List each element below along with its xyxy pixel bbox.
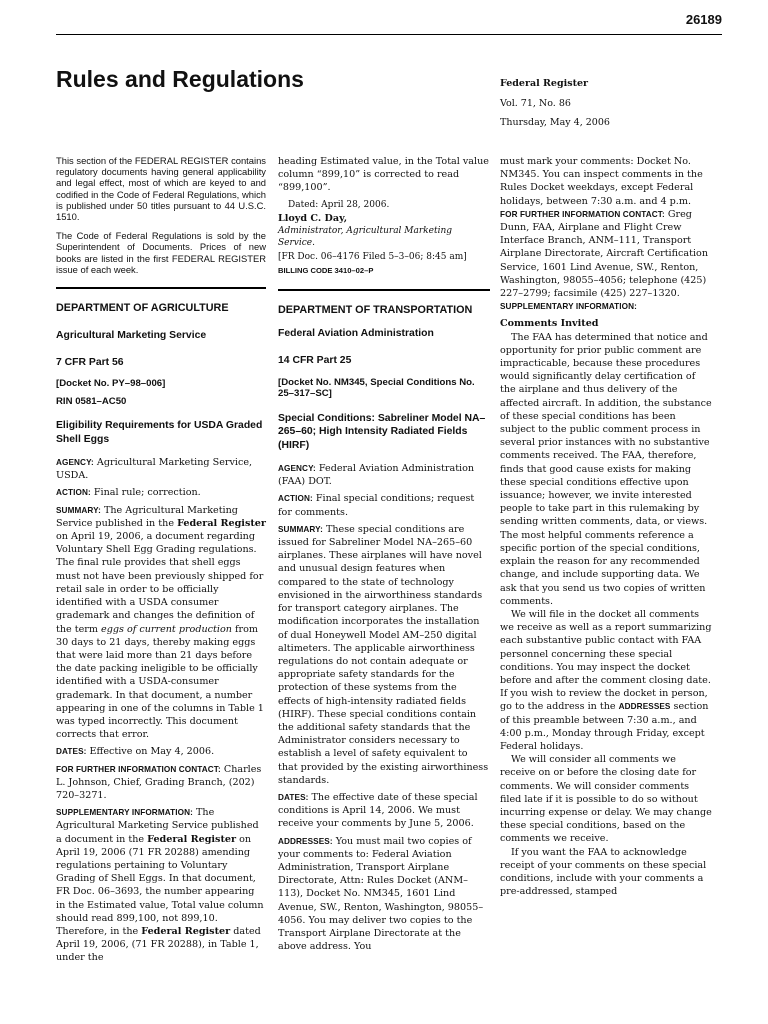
dot-paragraph-1: The FAA has determined that notice and opportunity for prior public comment are impracticable, because these procedures would significantly delay certification of the airplane and thus delivery of the affected aircraft. In addition, the substance of these special conditions has been subject to the public comment process in several prior instances with no substantive comments received. The FAA, therefore, finds that good cause exists for making these special conditions effective upon issuance; however, we invite interested people to take part in this rulemaking by sending written comments, data, or views. The most helpful comments reference a specific portion of the special conditions, explain the reason for any recommended change, and include supporting data. We ask that you send us two copies of written comments. [500,331,712,607]
fr-doc-line: [FR Doc. 06–4176 Filed 5–3–06; 8:45 am] [278,252,467,263]
volume-number: Vol. 71, No. 86 [500,97,571,109]
billing-code: BILLING CODE 3410–02–P [278,266,374,276]
supplementary-text: The Agricultural Marketing Service published a document in the [56,807,259,845]
top-rule [56,34,722,35]
summary-text: These special conditions are issued for Sabreliner Model NA–265–60 airplanes. These airplanes will have novel and unusual design features when compared to the state of technology envisioned in the airworthiness standards for transport category airplanes. The modification incorporates the installation of dual Honeywell Model AM–250 digital altimeters. The applicable airworthiness regulations do not contain adequate or appropriate safety standards for the protection of these systems from the effects of high-intensity radiated fields (HIRF). These special conditions contain the additional safety standards that the Administrator considers necessary to establish a level of safety equivalent to that provided by the existing airworthiness standards. [278,523,489,786]
issue-date: Thursday, May 4, 2006 [500,117,610,128]
summary-text: from 30 days to 21 days, thereby making eggs that were laid more than 21 days before the date packing ineligible to be officially identified with a USDA-consumer grademark. In that document, a number appearing in one of the columns in Table 1 was typed incorrectly. This document corrects that error. [56,623,264,741]
usda-department-heading: DEPARTMENT OF AGRICULTURE [56,302,229,315]
usda-supplementary-continued: heading Estimated value, in the Total value column “899,10” is corrected to read “899,100”. [278,156,489,194]
usda-dates-block [56,745,266,758]
defined-term: eggs of current production [101,623,232,635]
intro-paragraph-2: The Code of Federal Regulations is sold by the Superintendent of Documents. Prices of new books are listed in the first FEDERAL REGISTER issue of each week. [56,230,266,275]
contact-text: Greg Dunn, FAA, Airplane and Flight Crew Interface Branch, ANM–111, Transport Airplane Directorate, Aircraft Certification Service, 1601 Lind Avenue, SW., Renton, Washington, 98055–4056; telephone (425) 227–2799; facsimile (425) 227–1320. [500,208,708,300]
usda-docket-number: [Docket No. PY–98–006] [56,377,166,389]
usda-agency-heading: Agricultural Marketing Service [56,330,207,342]
paragraph-text: section of this preamble between 7:30 a.m., and 4:00 p.m., Monday through Friday, except Federal holidays. [500,701,709,752]
summary-text: on April 19, 2006, a document regarding Voluntary Shell Egg Grading regulations. The final rule provides that shell eggs must not have been previously shipped for retail sale in order to be officially identified with a USDA consumer grademark and changes the definition of the term [56,531,264,635]
supplementary-text: on April 19, 2006 (71 FR 20288) amending regulations pertaining to Voluntary Grading of Shell Eggs. In that document, FR Doc. 06–3693, the number appearing in the Estimated value, Total value column should read 899,100, not 899,10. Therefore, in the [56,833,264,937]
section-title: Rules and Regulations [56,66,304,92]
publication-name: Federal Register [500,78,589,89]
action-text: Final rule; correction. [90,487,201,499]
dot-agency-block [278,462,490,488]
summary-label: SUMMARY: [278,524,323,534]
usda-rin: RIN 0581–AC50 [56,396,127,408]
register-header [500,74,610,133]
dates-label: DATES: [56,747,87,757]
dot-addresses-continued: must mark your comments: Docket No. NM345. You can inspect comments in the Rules Docket weekdays, except Federal holidays, between 7:30 a.m. and 4 p.m. [500,156,703,207]
agency-label: AGENCY: [56,458,94,468]
usda-agency-block [56,456,266,482]
section-intro [56,155,266,275]
dates-text: Effective on May 4, 2006. [86,746,215,758]
dot-paragraph-4: If you want the FAA to acknowledge receipt of your comments on these special conditions, include with your comments a pre-addressed, stamped [500,846,707,898]
supplementary-label: SUPPLEMENTARY INFORMATION: [56,808,193,818]
paragraph-text: We will file in the docket all comments we receive as well as a report summarizing each substantive public contact with FAA personnel concerning these special conditions. You may inspect the docket before and after the comment closing date. If you wish to review the docket in person, go to the address in the [500,608,712,713]
column-2 [278,155,490,953]
dot-supplementary-label-line [500,300,712,313]
dot-paragraph-3: We will consider all comments we receive on or before the closing date for comments. We will consider comments filed late if it is possible to do so without incurring expense or delay. We may change these special conditions, based on the comments we receive. [500,754,712,845]
usda-summary-block [56,504,266,742]
signer-name: Lloyd C. Day, [278,212,348,224]
dot-dates-block [278,791,490,831]
addresses-ref: ADDRESSES [618,702,671,712]
federal-register-ref: Federal Register [177,517,266,529]
usda-action-block [56,486,266,499]
dot-cfr-part: 14 CFR Part 25 [278,354,352,366]
column-3 [500,155,712,898]
dates-text: The effective date of these special conditions is April 14, 2006. We must receive your comments by June 5, 2006. [278,791,478,830]
dot-addresses-block [278,835,490,954]
dot-subject-heading: Special Conditions: Sabreliner Model NA–265–60; High Intensity Radiated Fields (HIRF) [278,412,486,451]
summary-label: SUMMARY: [56,505,101,515]
dot-agency-heading: Federal Aviation Administration [278,327,434,339]
dot-action-block [278,492,490,518]
page-number: 26189 [685,12,722,27]
agency-text: Agricultural Marketing Service, USDA. [56,457,253,482]
contact-label: FOR FURTHER INFORMATION CONTACT: [56,764,221,774]
usda-supplementary-block [56,806,266,964]
signer-title: Administrator, Agricultural Marketing Service. [278,226,453,249]
supplementary-label: SUPPLEMENTARY INFORMATION: [500,302,637,312]
intro-paragraph-1: This section of the FEDERAL REGISTER contains regulatory documents having general applicability and legal effect, most of which are keyed to and codified in the Code of Federal Regulations, which is published under 50 titles pursuant to 44 U.S.C. 1510. [56,155,266,223]
dot-summary-block [278,523,490,787]
contact-text: Charles L. Johnson, Chief, Grading Branch, (202) 720–3271. [56,763,262,801]
agency-text: Federal Aviation Administration (FAA) DOT. [278,463,475,488]
section-divider [278,289,490,291]
addresses-label: ADDRESSES: [278,836,333,846]
section-divider [56,287,266,289]
action-label: ACTION: [278,494,313,504]
summary-text: The Agricultural Marketing Service published in the [56,504,238,529]
dot-department-heading: DEPARTMENT OF TRANSPORTATION [278,304,473,317]
dot-contact-block [500,208,712,300]
usda-cfr-part: 7 CFR Part 56 [56,357,124,369]
usda-subject-heading: Eligibility Requirements for USDA Graded Shell Eggs [56,420,263,445]
dot-paragraph-2 [500,608,712,753]
column-1 [56,155,266,965]
dot-docket-number: [Docket No. NM345, Special Conditions No. 25–317–SC] [278,377,475,400]
addresses-text: You must mail two copies of your comments to: Federal Aviation Administration, Transport Airplane Directorate, Attn: Rules Docket (ANM–113), Docket No. NM345, 1601 Lind Avenue, SW., Renton, Washington, 98055–4056. You may deliver two copies to the Transport Airplane Directorate at the above address. You [278,835,484,953]
supplementary-text: dated April 19, 2006, (71 FR 20288), in Table 1, under the [56,925,261,964]
action-label: ACTION: [56,488,91,498]
federal-register-ref: Federal Register [147,833,237,845]
comments-invited-heading: Comments Invited [500,318,599,330]
contact-label: FOR FURTHER INFORMATION CONTACT: [500,209,665,219]
usda-contact-block [56,763,266,803]
agency-label: AGENCY: [278,464,316,474]
dated-line: Dated: April 28, 2006. [288,199,390,210]
action-text: Final special conditions; request for comments. [278,493,475,518]
dates-label: DATES: [278,792,309,802]
federal-register-ref: Federal Register [141,925,231,937]
